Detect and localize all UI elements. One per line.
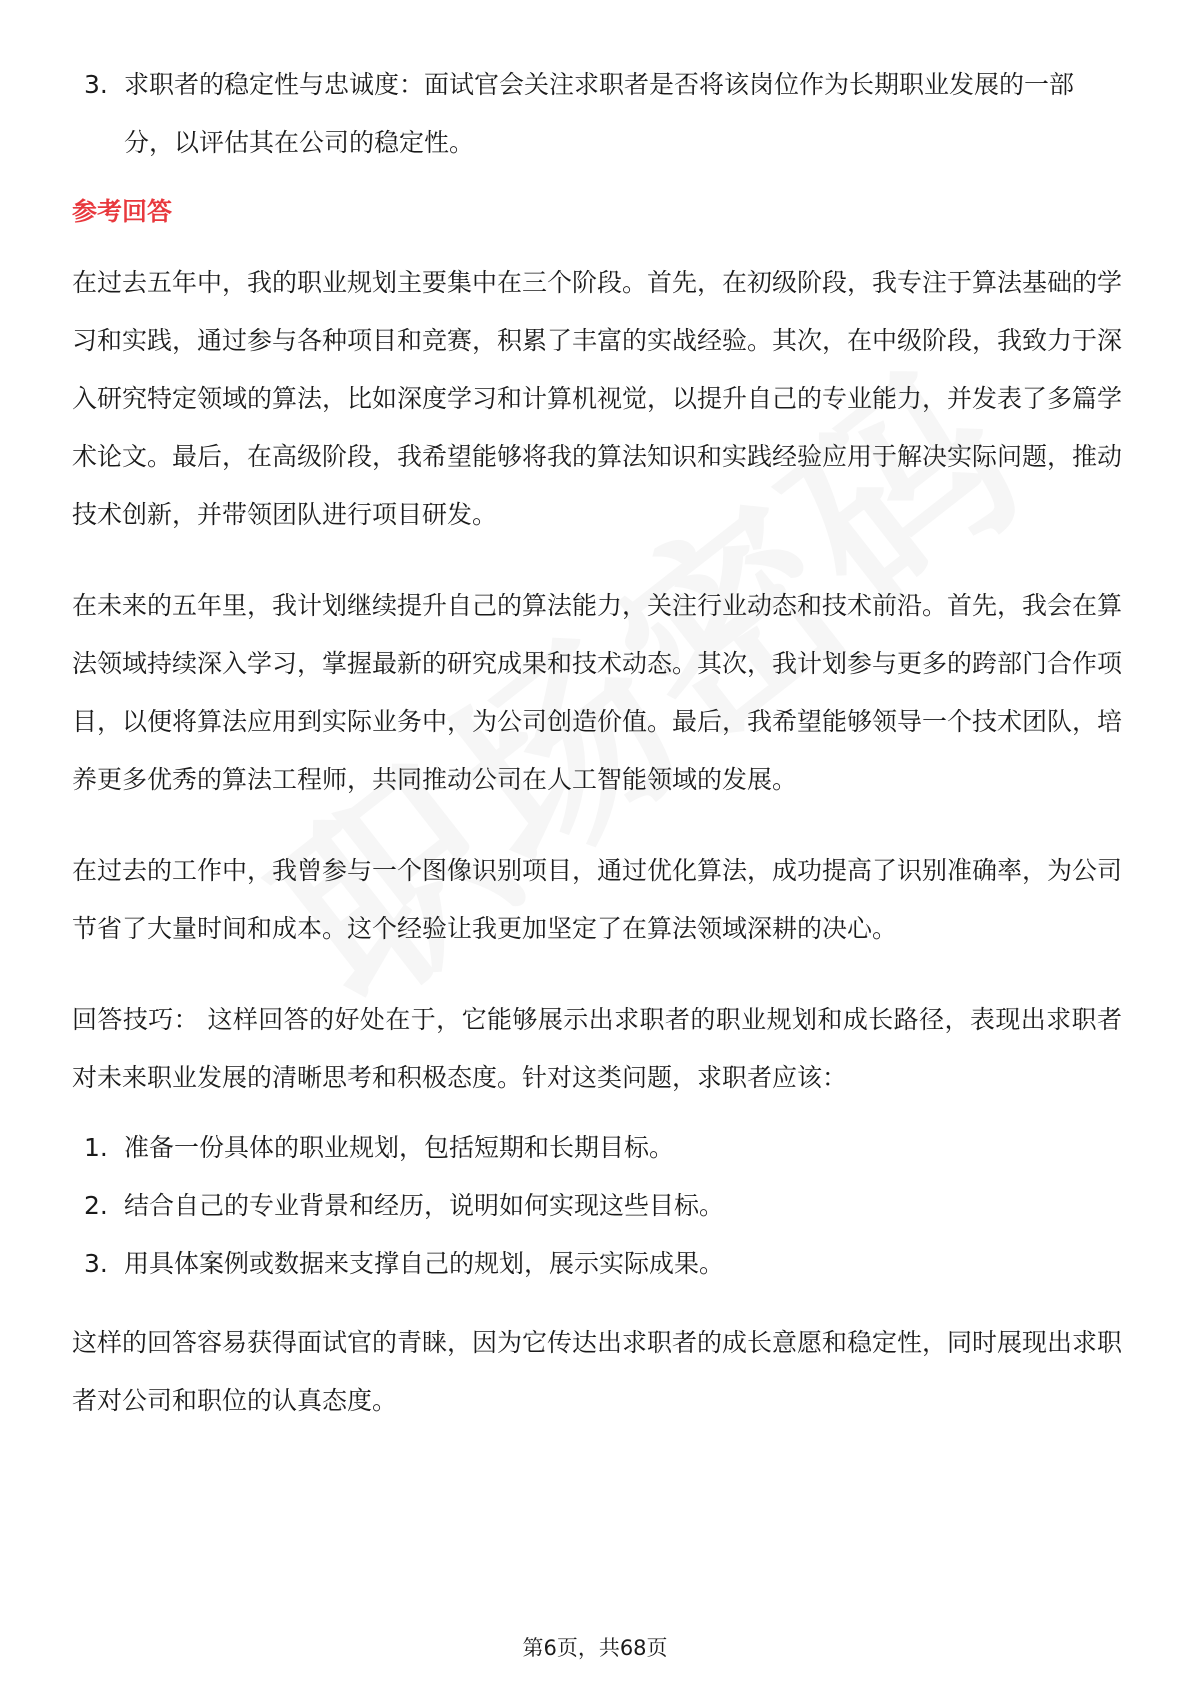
list-item-number: 1. — [84, 1133, 108, 1162]
page-footer: 第6页，共68页 — [522, 1636, 668, 1660]
section-heading: 参考回答 — [72, 197, 173, 226]
list-item — [72, 1119, 1122, 1177]
list-item — [72, 56, 1122, 172]
paragraph-past-plan: 在过去五年中，我的职业规划主要集中在三个阶段。首先，在初级阶段，我专注于算法基础的学习和实践，通过参与各种项目和竞赛，积累了丰富的实战经验。其次，在中级阶段，我致力于深入研究特定领域的算法，比如深度学习和计算机视觉，以提升自己的专业能力，并发表了多篇学术论文。最后，在高级阶段，我希望能够将我的算法知识和实践经验应用于解决实际问题，推动技术创新，并带领团队进行项目研发。 — [72, 268, 1123, 529]
list-item-text: 用具体案例或数据来支撑自己的规划，展示实际成果。 — [124, 1249, 725, 1278]
document-body — [72, 56, 1122, 1430]
paragraph-experience: 在过去的工作中，我曾参与一个图像识别项目，通过优化算法，成功提高了识别准确率，为公司节省了大量时间和成本。这个经验让我更加坚定了在算法领域深耕的决心。 — [72, 856, 1123, 943]
list-item-text: 结合自己的专业背景和经历，说明如何实现这些目标。 — [124, 1191, 725, 1220]
paragraph-tips: 回答技巧： 这样回答的好处在于，它能够展示出求职者的职业规划和成长路径，表现出求职者对未来职业发展的清晰思考和积极态度。针对这类问题，求职者应该： — [72, 1005, 1122, 1092]
tips-list — [72, 1119, 1122, 1293]
list-item-number: 3. — [84, 1249, 108, 1278]
list-item — [72, 1177, 1122, 1235]
list-item-text: 求职者的稳定性与忠诚度：面试官会关注求职者是否将该岗位作为长期职业发展的一部分，以评估其在公司的稳定性。 — [124, 70, 1075, 157]
list-item-text: 准备一份具体的职业规划，包括短期和长期目标。 — [124, 1133, 675, 1162]
list-item-number: 2. — [84, 1191, 108, 1220]
paragraph-future-plan: 在未来的五年里，我计划继续提升自己的算法能力，关注行业动态和技术前沿。首先，我会在算法领域持续深入学习，掌握最新的研究成果和技术动态。其次，我计划参与更多的跨部门合作项目，以便将算法应用到实际业务中，为公司创造价值。最后，我希望能够领导一个技术团队，培养更多优秀的算法工程师，共同推动公司在人工智能领域的发展。 — [72, 591, 1123, 794]
list-item — [72, 1235, 1122, 1293]
list-item-number: 3. — [84, 70, 108, 99]
intro-list — [72, 56, 1122, 172]
paragraph-closing: 这样的回答容易获得面试官的青睐，因为它传达出求职者的成长意愿和稳定性，同时展现出求职者对公司和职位的认真态度。 — [72, 1328, 1123, 1415]
